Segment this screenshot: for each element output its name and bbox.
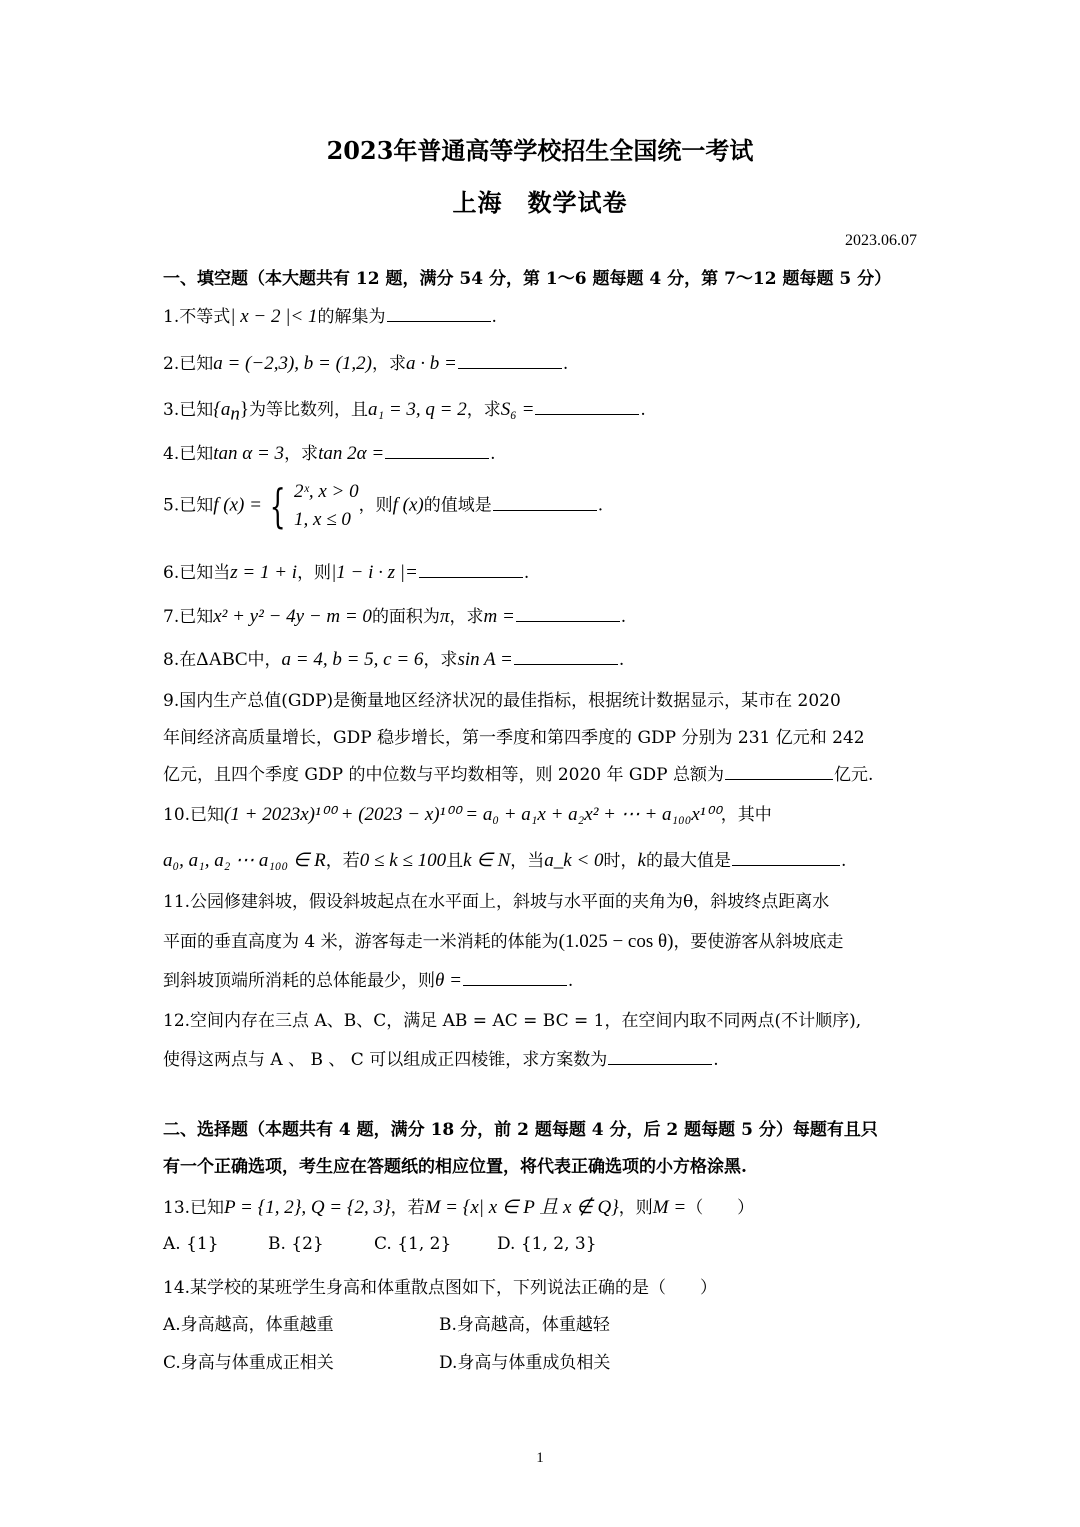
q12-text: 使得这两点与 A 、 B 、 C 可以组成正四棱锥，求方案数为: [163, 1050, 608, 1070]
q8-math: ΔABC: [196, 649, 248, 670]
q13-text-mid2: ，则: [618, 1198, 653, 1218]
q13-math: P = {1, 2}, Q = {2, 3}: [224, 1197, 391, 1218]
q5-math: f (x) =: [213, 494, 262, 516]
q10-math-2: a₀, a₁, a₂ ⋯ a₁₀₀ ∈ R: [163, 850, 326, 871]
q4-text: 4.已知: [163, 444, 214, 464]
answer-blank: [463, 967, 567, 986]
period: .: [523, 563, 530, 583]
q13-option-d[interactable]: D. {1, 2, 3}: [497, 1234, 597, 1254]
case-2: 1, x ≤ 0: [294, 509, 351, 530]
question-10-line-2: [163, 846, 846, 872]
q11-math-2: θ =: [435, 970, 462, 991]
answer-blank: [725, 761, 833, 780]
q5-text: 5.已知: [163, 495, 214, 516]
exam-subtitle: 上海 数学试卷: [452, 188, 628, 217]
answer-blank: [493, 492, 597, 511]
q7-math2: π: [439, 606, 450, 627]
q11-math: (1.025 − cos θ): [558, 931, 674, 952]
period: .: [490, 444, 496, 464]
period: .: [567, 971, 574, 991]
q8-text-mid: 中，: [247, 650, 282, 670]
page-number: 1: [536, 1450, 544, 1466]
q10-text: 10.已知: [163, 805, 225, 825]
question-9-line-1: 9.国内生产总值(GDP)是衡量地区经济状况的最佳指标，根据统计数据显示，某市在 2020: [163, 691, 841, 711]
section-1-heading: 一、填空题（本大题共有 12 题，满分 54 分，第 1～6 题每题 4 分，第 7～12 题每题 5 分）: [163, 269, 892, 289]
question-1: [163, 302, 497, 328]
question-4: [163, 439, 496, 465]
q14-option-c[interactable]: C.身高与体重成正相关: [163, 1353, 334, 1373]
question-14: 14.某学校的某班学生身高和体重散点图如下，下列说法正确的是（ ）: [163, 1278, 718, 1298]
question-8: [163, 645, 624, 671]
q13-text-mid: ，若: [390, 1198, 425, 1218]
q8-math2: a = 4, b = 5, c = 6: [281, 649, 424, 670]
q7-math: x² + y² − 4y − m = 0: [213, 606, 372, 627]
q3-text: 3.已知: [163, 400, 214, 420]
case-1: 2ˣ, x > 0: [294, 481, 359, 502]
exam-title: 2023年普通高等学校招生全国统一考试: [326, 136, 754, 165]
q3-math2: a₁ = 3, q = 2: [367, 399, 467, 420]
q14-option-b[interactable]: B.身高越高，体重越轻: [439, 1315, 610, 1335]
q8-text: 8.在: [163, 650, 197, 670]
answer-blank: [419, 559, 523, 578]
q10-math-6: k: [637, 850, 646, 871]
question-11-line-2: [163, 927, 843, 953]
period: .: [491, 307, 497, 327]
q4-math: tan α = 3: [213, 443, 285, 464]
period: .: [640, 400, 646, 420]
q2-text: 2.已知: [163, 354, 214, 374]
q7-text-mid2: ，求: [449, 607, 484, 627]
q13-option-b[interactable]: B. {2}: [268, 1234, 324, 1254]
q5-text-post: 的值域是: [423, 495, 492, 516]
q5-text-mid: ，则: [358, 495, 393, 516]
question-3: 3.已知$\{a_n\}$为等比数列，且a₁ = 3, q = 2，求S₆ = .: [163, 395, 646, 425]
q13-option-c[interactable]: C. {1, 2}: [374, 1234, 452, 1254]
q4-text-mid: ，求: [284, 444, 319, 464]
q7-math3: m =: [483, 606, 515, 627]
q2-math: a = (−2,3), b = (1,2): [213, 353, 373, 374]
q13-text-post: （ ）: [686, 1198, 755, 1218]
q13-math2: M = {x| x ∈ P 且 x ∉ Q}: [424, 1197, 619, 1218]
q10-text-5: 时，: [603, 851, 638, 871]
q7-text: 7.已知: [163, 607, 214, 627]
section-2-heading-line-2: 有一个正确选项，考生应在答题纸的相应位置，将代表正确选项的小方格涂黑.: [163, 1157, 747, 1177]
q13-option-a[interactable]: A. {1}: [163, 1234, 219, 1254]
q10-math-5: a_k < 0: [544, 850, 604, 871]
period: .: [620, 607, 627, 627]
q4-math2: tan 2α =: [318, 443, 385, 464]
question-12-line-2: [163, 1045, 719, 1070]
q3-text-mid: 为等比数列，且: [248, 400, 368, 420]
question-11-line-3: [163, 966, 573, 992]
question-9-line-3: [163, 760, 873, 785]
q2-math2: a · b =: [406, 353, 457, 374]
q6-text: 6.已知当: [163, 563, 231, 583]
q10-math-3: 0 ≤ k ≤ 100: [359, 850, 447, 871]
q11-text-post: ，要使游客从斜坡底走: [673, 932, 844, 952]
q14-option-a[interactable]: A.身高越高，体重越重: [163, 1315, 334, 1335]
question-5: [163, 478, 603, 534]
q8-math3: sin A =: [457, 649, 513, 670]
question-11-line-1: 11.公园修建斜坡，假设斜坡起点在水平面上，斜坡与水平面的夹角为θ，斜坡终点距离水: [163, 892, 830, 912]
question-13: [163, 1192, 754, 1219]
q7-text-mid: 的面积为: [371, 607, 440, 627]
q10-math: (1 + 2023x)¹⁰⁰ + (2023 − x)¹⁰⁰ = a₀ + a₁x + a₂x² + ⋯ + a₁₀₀x¹⁰⁰: [224, 804, 721, 825]
q5-math2: f (x): [392, 494, 424, 516]
q10-text-2: ，若: [325, 851, 360, 871]
q3-text-mid2: ，求: [466, 400, 501, 420]
piecewise-cases: [294, 478, 359, 534]
question-12-line-1: 12.空间内存在三点 A、B、C，满足 AB = AC = BC = 1，在空间内取不同两点(不计顺序),: [163, 1011, 862, 1031]
period: .: [618, 650, 625, 670]
q3-math: {a: [213, 399, 231, 420]
answer-blank: [516, 603, 620, 622]
period: .: [597, 495, 604, 516]
answer-blank: [387, 303, 491, 322]
q10-text-post: 的最大值是: [645, 851, 731, 871]
answer-blank: [385, 440, 489, 459]
q8-text-mid2: ，求: [423, 650, 458, 670]
q9-text-post: 亿元.: [833, 765, 874, 785]
q1-math: | x − 2 |< 1: [230, 306, 318, 327]
q11-text: 平面的垂直高度为 4 米，游客每走一米消耗的体能为: [163, 932, 559, 952]
question-7: [163, 602, 626, 628]
q2-text-mid: ，求: [372, 354, 407, 374]
q6-text-mid: ，则: [297, 563, 332, 583]
q10-text-3: 且: [446, 851, 464, 871]
question-10-line-1: [163, 800, 772, 826]
period: .: [562, 354, 569, 374]
answer-blank: [732, 847, 840, 866]
question-9-line-2: 年间经济高质量增长，GDP 稳步增长，第一季度和第四季度的 GDP 分别为 231 亿元和 242: [163, 728, 865, 748]
answer-blank: [458, 350, 562, 369]
answer-blank: [608, 1046, 712, 1065]
q1-text: 1.不等式: [163, 307, 231, 327]
q9-text: 亿元，且四个季度 GDP 的中位数与平均数相等，则 2020 年 GDP 总额为: [163, 765, 724, 785]
q10-math-4: k ∈ N: [463, 850, 511, 871]
q13-math3: M =: [652, 1197, 687, 1218]
question-2: [163, 349, 568, 375]
q11-text-3: 到斜坡顶端所消耗的总体能最少，则: [163, 971, 435, 991]
q13-text: 13.已知: [163, 1198, 225, 1218]
piecewise-brace: {: [269, 479, 287, 533]
q6-math2: |1 − i · z |=: [331, 562, 418, 583]
q6-math: z = 1 + i: [230, 562, 298, 583]
q14-option-d[interactable]: D.身高与体重成负相关: [439, 1353, 611, 1373]
q3-math3: S₆ =: [500, 399, 535, 420]
answer-blank: [514, 646, 618, 665]
q10-text-4: ，当: [510, 851, 545, 871]
question-6: [163, 558, 529, 584]
answer-blank: [535, 396, 639, 415]
q10-text-post: ，其中: [720, 805, 772, 825]
period: .: [713, 1050, 719, 1070]
section-2-heading-line-1: 二、选择题（本题共有 4 题，满分 18 分，前 2 题每题 4 分，后 2 题每题 5 分）每题有且只: [163, 1120, 878, 1140]
q1-text-post: 的解集为: [317, 307, 386, 327]
exam-date: 2023.06.07: [845, 232, 917, 249]
period: .: [840, 851, 847, 871]
